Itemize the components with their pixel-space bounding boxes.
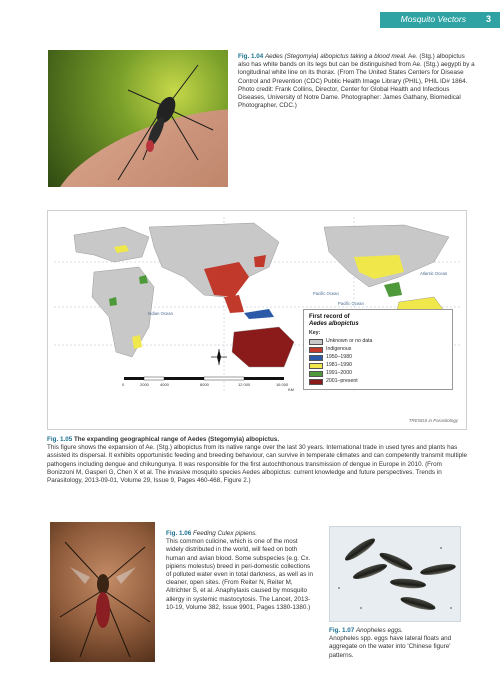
figure-title: Aedes (Stegomyia) albopictus taking a blood meal. [264,53,407,60]
figure-1-04-caption [238,53,478,110]
legend-row [309,338,447,345]
legend-swatch [309,347,323,353]
legend-label: 1981–1990 [326,362,352,368]
mosquito-illustration [48,50,228,187]
egg [399,594,436,612]
legend-row [309,354,447,361]
figure-label: Fig. 1.05 [47,436,73,443]
mosquito-illustration [50,522,155,662]
figure-label: Fig. 1.06 [166,530,192,537]
debris-dot [440,547,442,549]
scale-unit: KM [288,387,294,392]
legend-swatch [309,363,323,369]
legend-title: First record of [309,314,350,320]
legend-swatch [309,355,323,361]
egg [352,561,389,582]
legend-swatch [309,379,323,385]
header-bar [380,12,500,28]
legend-label: Unknown or no data [326,338,373,344]
egg [390,577,427,589]
ocean-label: Pacific Ocean [338,301,364,306]
legend-key-label: Key: [309,330,321,336]
running-header: Mosquito Vectors [400,14,466,24]
scale-bar [124,377,284,380]
culex-pipiens-photo [50,522,155,662]
figure-title: Anopheles eggs. [355,627,403,634]
world-map-figure [47,210,467,430]
anopheles-eggs-photo [329,526,461,622]
figure-title: The expanding geographical range of Aedes (Stegomyia) albopictus. [73,436,280,443]
legend-label: 1950–1980 [326,354,352,360]
legend-label: Indigenous [326,346,352,352]
egg [419,562,456,577]
legend-row [309,370,447,377]
scale-label: 12 000 [238,382,251,387]
figure-1-06-caption [166,530,314,612]
legend-row [309,378,447,385]
figure-title: Feeding Culex pipiens. [192,530,258,537]
egg [343,535,378,563]
scale-label: 4000 [160,382,169,387]
legend-row [309,346,447,353]
aedes-albopictus-photo [48,50,228,187]
legend-swatch [309,371,323,377]
scale-label: 2000 [140,382,149,387]
debris-dot [338,587,340,589]
legend-row [309,362,447,369]
debris-dot [450,607,452,609]
figure-1-07-caption [329,627,464,660]
scale-label: 16 000 [276,382,289,387]
figure-body: This figure shows the expansion of Ae. (Stg.) albopictus from its native range over the last 30 years. International trade in used tyres and plants has assisted its dispersal. It exhibits opportunistic feeding and breeding behaviour, can survive in temperate climates and can competently transmit multiple pathogens including dengue and chikungunya. It was responsible for the first autochthonous transmission of dengue in Europe in 2010. (From Bonizzoni M, Gasperi G, Chen X et al. The invasive mosquito species Aedes albopictus: current knowledge and future perspectives. Trends in Parasitology, 2013-09-01, Volume 29, Issue 9, Pages 460-468, Figure 2.) [47,444,468,485]
figure-body: Anopheles spp. eggs have lateral floats and aggregate on the water into 'Chinese figure' patterns. [329,635,452,659]
ocean-label: Atlantic Ocean [420,271,448,276]
page-number: 3 [485,14,491,24]
scale-label: 8000 [200,382,209,387]
map-credit: TRENDS in Parasitology [408,418,458,423]
scale-label: 0 [122,382,125,387]
figure-body: This common culicine, which is one of the most widely distributed in the world, will feed on both human and avian blood. Some subspecies (e.g. Cx. pipiens molestus) breed in peri-domestic collections of polluted water even in total darkness, as well as in cleaner, open sites. (From Reiter N, Reiter M, Altrichter S, et al. Anaphylaxis caused by mosquito allergy in systemic mastocytosis. The Lancet, 2013-10-19, Volume 382, Issue 9901, Pages 1380-1380.) [166,538,314,611]
figure-body: Ae. (Stg.) albopictus also has white bands on its legs but can be distinguished from Ae. (Stg.) aegypti by a longitudinal white line on its thorax. (From The United States Centers for Disease Control and Prevention (CDC) Public Health Image Library (PHIL), PHIL ID# 1864. Photo credit: Frank Collins, Director, Center for Global Health and Infectious Diseases, University of Notre Dame. Photographer: James Gathany, Biomedical Photographer, CDC.) [238,53,475,110]
figure-label: Fig. 1.07 [329,627,355,634]
legend-label: 1991–2000 [326,370,352,376]
figure-label: Fig. 1.04 [238,53,264,60]
ocean-label: Pacific Ocean [313,291,339,296]
ocean-label: Indian Ocean [148,311,173,316]
legend-swatch [309,339,323,345]
debris-dot [360,607,362,609]
map-legend [303,309,453,390]
legend-label: 2001–present [326,378,358,384]
figure-1-05-caption [47,436,467,485]
legend-species: Aedes albopictus [309,321,359,327]
